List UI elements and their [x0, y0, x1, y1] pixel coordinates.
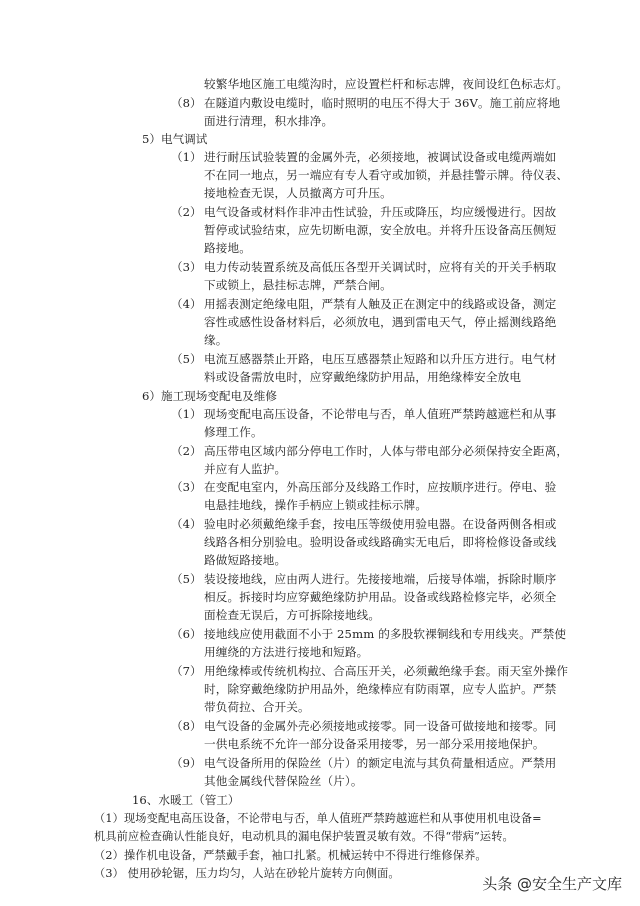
- text-line: 暂停或试验结束，应先切断电源，安全放电。并将升压设备高压侧短: [204, 223, 557, 237]
- text-line: 修理工作。: [204, 425, 263, 439]
- section-heading: 16、水暖工（管工）: [132, 793, 240, 807]
- text-line: 电气设备所用的保险丝（片）的额定电流与其负荷量相适应。严禁用: [204, 756, 557, 770]
- text-line: 容性或感性设备材料后，必须放电，遇到雷电天气，停止摇测线路绝: [204, 315, 557, 329]
- text-line: 高压带电区域内部分停电工作时，人体与带电部分必须保持安全距离，: [204, 444, 569, 458]
- item-number: （4）: [171, 297, 202, 311]
- text-line: 装设接地线，应由两人进行。先接接地端，后接导体端，拆除时顺序: [204, 572, 557, 586]
- text-line: 用绝缘棒或传统机构拉、合高压开关，必须戴绝缘手套。雨天室外操作: [204, 664, 569, 678]
- section-heading: 6）施工现场变配电及维修: [142, 389, 277, 403]
- text-line: 在隧道内敷设电缆时，临时照明的电压不得大于 36V。施工前应将地: [204, 96, 561, 110]
- text-line: 面进行清理，积水排净。: [204, 114, 334, 128]
- text-line: 其他金属线代替保险丝（片）。: [204, 774, 363, 788]
- text-line: 下或锁上，悬挂标志牌，严禁合闸。: [204, 278, 392, 292]
- text-line: 线路各相分别验电。验明设备或线路确实无电后，即将检修设备或线: [204, 535, 557, 549]
- text-line: 用缠绕的方法进行接地和短路。: [204, 645, 369, 659]
- text-line: 带负荷拉、合开关。: [204, 700, 310, 714]
- text-line: 较繁华地区施工电缆沟时，应设置栏杆和标志牌，夜间设红色标志灯。: [204, 77, 569, 91]
- text-line: 并应有人监护。: [204, 462, 287, 476]
- text-line: （1）现场变配电高压设备，不论带电与否，单人值班严禁跨越遮栏和从事使用机电设备=: [94, 812, 542, 825]
- item-number: （2）: [171, 444, 202, 458]
- item-number: （3）: [171, 260, 202, 274]
- item-number: （5）: [171, 352, 202, 366]
- item-number: （1）: [171, 150, 202, 164]
- text-line: 进行耐压试验装置的金属外壳，必须接地，被调试设备或电缆两端如: [204, 150, 557, 164]
- text-line: 路接地。: [204, 241, 251, 255]
- text-line: 缘。: [204, 333, 228, 347]
- item-number: （8）: [171, 719, 202, 733]
- text-line: 料或设备需放电时，应穿戴绝缘防护用品，用绝缘棒安全放电: [204, 370, 522, 384]
- text-line: （2）操作机电设备，严禁戴手套，袖口扎紧。机械运转中不得进行维修保养。: [94, 849, 487, 862]
- text-line: 电流互感器禁止开路，电压互感器禁止短路和以升压方进行。电气材: [204, 352, 557, 366]
- item-number: （4）: [171, 517, 202, 531]
- text-line: （3） 使用砂轮锯，压力均匀，人站在砂轮片旋转方向侧面。: [94, 867, 400, 880]
- item-number: （9）: [171, 756, 202, 770]
- item-number: （8）: [171, 96, 202, 110]
- item-number: （7）: [171, 664, 202, 678]
- item-number: （2）: [171, 205, 202, 219]
- text-line: 用摇表测定绝缘电阻，严禁有人触及正在测定中的线路或设备，测定: [204, 297, 557, 311]
- item-number: （3）: [171, 480, 202, 494]
- text-line: 电力传动装置系统及高低压各型开关调试时，应将有关的开关手柄取: [204, 260, 557, 274]
- text-line: 接地检查无误，人员撤离方可升压。: [204, 186, 392, 200]
- text-line: 电气设备或材料作非冲击性试验，升压或降压，均应缓慢进行。因故: [204, 205, 557, 219]
- watermark-label: 头条 @安全生产文库: [482, 875, 622, 893]
- text-line: 机具前应检查确认性能良好，电动机具的漏电保护装置灵敏有效。不得“带病”运转。: [94, 830, 514, 843]
- text-line: 时，除穿戴绝缘防护用品外，绝缘棒应有防雨罩，应专人监护。严禁: [204, 682, 557, 696]
- text-line: 一供电系统不允许一部分设备采用接零，另一部分采用接地保护。: [204, 737, 545, 751]
- text-line: 电悬挂地线，操作手柄应上锁或挂标示牌。: [204, 498, 428, 512]
- text-line: 面检查无误后，方可拆除接地线。: [204, 608, 381, 622]
- text-line: 电气设备的金属外壳必须接地或接零。同一设备可做接地和接零。同: [204, 719, 557, 733]
- item-number: （6）: [171, 627, 202, 641]
- section-heading: 5）电气调试: [142, 132, 208, 146]
- text-line: 验电时必须戴绝缘手套，按电压等级使用验电器。在设备两侧各相或: [204, 517, 557, 531]
- item-number: （5）: [171, 572, 202, 586]
- text-line: 现场变配电高压设备，不论带电与否，单人值班严禁跨越遮栏和从事: [204, 407, 557, 421]
- text-line: 路做短路接地。: [204, 553, 287, 567]
- text-line: 在变配电室内，外高压部分及线路工作时，应按顺序进行。停电、验: [204, 480, 557, 494]
- text-line: 相反。拆接时均应穿戴绝缘防护用品。设备或线路检修完毕，必须全: [204, 590, 557, 604]
- text-line: 不在同一地点，另一端应有专人看守或加锁，并悬挂警示牌。待仪表、: [204, 168, 569, 182]
- text-line: 接地线应使用截面不小于 25mm 的多股软裸铜线和专用线夹。严禁使: [204, 627, 567, 641]
- item-number: （1）: [171, 407, 202, 421]
